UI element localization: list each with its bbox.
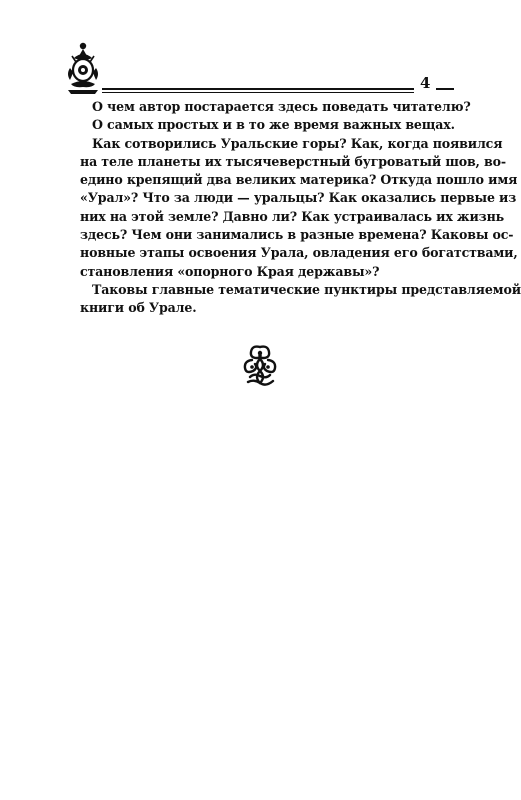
- text-line: О самых простых и в то же время важных вещах.: [92, 117, 455, 133]
- heraldic-vignette-icon: [62, 40, 104, 96]
- floral-knot-ornament-icon: [240, 343, 280, 387]
- text-line: новные этапы освоения Урала, овладения его богатствами,: [80, 245, 518, 261]
- page-number-rule: [436, 88, 454, 90]
- body-text: [80, 98, 521, 318]
- text-line: книги об Урале.: [80, 300, 197, 316]
- text-line: О чем автор постарается здесь поведать читателю?: [92, 99, 471, 114]
- text-line: едино крепящий два великих материка? Откуда пошло имя: [80, 172, 518, 188]
- text-line: здесь? Чем они занимались в разные времена? Каковы ос-: [80, 227, 514, 243]
- page-number: 4: [420, 74, 431, 92]
- header-rule: [102, 88, 414, 90]
- text-line: становления «опорного Края державы»?: [80, 263, 380, 279]
- text-line: них на этой земле? Давно ли? Как устраивалась их жизнь: [80, 208, 505, 224]
- header-rule-thin: [102, 92, 414, 93]
- text-line: Таковы главные тематические пунктиры представляемой: [92, 281, 521, 297]
- text-line: на теле планеты их тысячеверстный бугроватый шов, во-: [80, 153, 506, 169]
- text-line: Как сотворились Уральские горы? Как, когда появился: [92, 135, 503, 151]
- text-line: «Урал»? Что за люди — уральцы? Как оказались первые из: [80, 190, 517, 206]
